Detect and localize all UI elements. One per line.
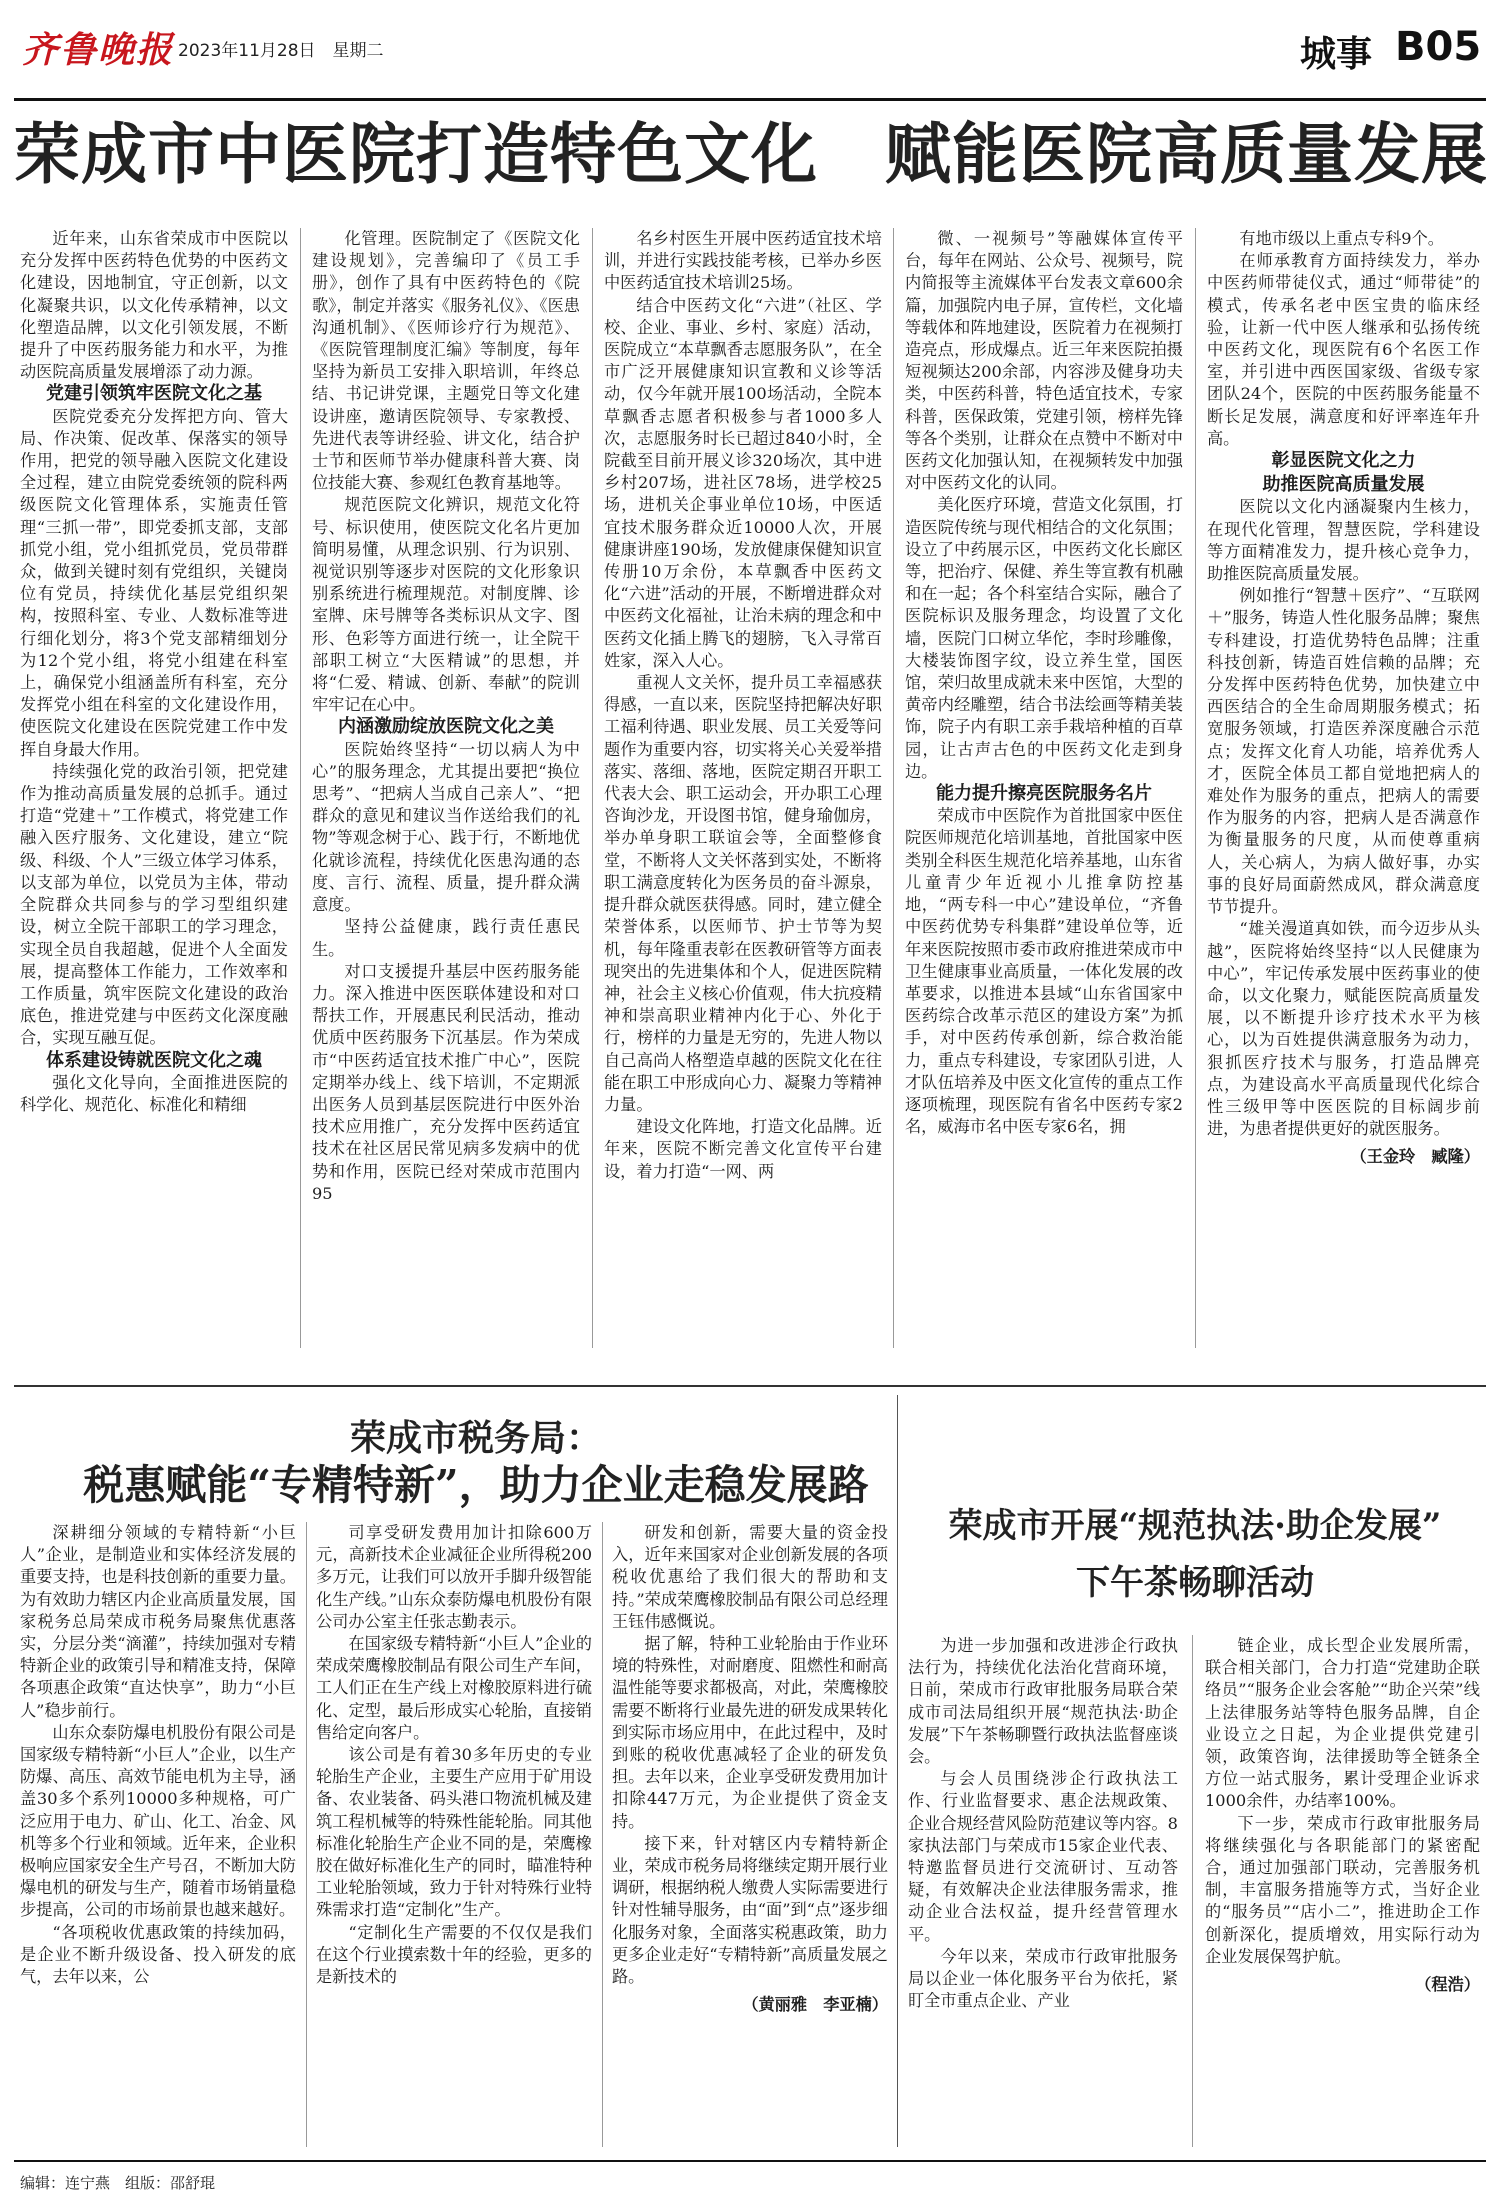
paragraph: “各项税收优惠政策的持续加码，是企业不断升级设备、投入研发的底气，去年以来，公 [20, 1922, 296, 1987]
paragraph: 与会人员围绕涉企行政执法工作、行业监督要求、惠企法规政策、企业合规经营风险防范建议等内容。8家执法部门与荣成市15家企业代表、特邀监督员进行交流研讨、互动答疑，有效解决企业法律服务需求，推动企业合法权益，提升经营管理水平。 [908, 1769, 1178, 1944]
page-number: B05 [1395, 24, 1482, 70]
subheading: 内涵激励绽放医院文化之美 [338, 716, 554, 738]
paragraph: 研发和创新，需要大量的资金投入，近年来国家对企业创新发展的各项税收优惠给了我们很大的帮助和支持。”荣成荣鹰橡胶制品有限公司总经理王钰伟感慨说。 [612, 1523, 888, 1631]
column-divider [602, 1522, 603, 2147]
subheading: 体系建设铸就医院文化之魂 [46, 1049, 262, 1071]
paragraph: 医院以文化内涵凝聚内生核力，在现代化管理，智慧医院，学科建设等方面精准发力，提升核心竞争力，助推医院高质量发展。 [1207, 497, 1480, 584]
article1-column-4 [905, 228, 1183, 1348]
paragraph: 深耕细分领域的专精特新“小巨人”企业，是制造业和实体经济发展的重要支持，也是科技创新的重要力量。为有效助力辖区内企业高质量发展，国家税务总局荣成市税务局聚焦优惠落实，分层分类“滴灌”，持续加强对专精特新企业的政策引导和精准支持，保障各项惠企政策“直达快享”，助力“小巨人”稳步前行。 [20, 1523, 296, 1720]
paragraph: 结合中医药文化“六进”（社区、学校、企业、事业、乡村、家庭）活动，医院成立“本草飘香志愿服务队”，在全市广泛开展健康知识宣教和义诊等活动，仅今年就开展100场活动，全院本草飘香志愿者积极参与者1000多人次，志愿服务时长已超过840小时，全院截至目前开展义诊320场次，其中进乡村207场，进社区78场，进学校25场，进机关企事业单位10场，中医适宜技术服务群众近10000人次，开展健康讲座190场，发放健康保健知识宣传册10万余份，本草飘香中医药文化“六进”活动的开展，不断增进群众对中医药文化福祉，让治未病的理念和中医药文化插上腾飞的翅膀，飞入寻常百姓家，深入人心。 [604, 295, 882, 670]
article3-column-2 [1205, 1635, 1480, 2147]
subheading: 彰显医院文化之力 [1271, 450, 1416, 472]
paragraph: 为进一步加强和改进涉企行政执法行为，持续优化法治化营商环境，日前，荣成市行政审批服务局联合荣成市司法局组织开展“规范执法·助企发展”下午茶畅聊暨行政执法监督座谈会。 [908, 1636, 1178, 1767]
article1-column-5 [1207, 228, 1480, 1348]
paragraph: 司享受研发费用加计扣除600万元，高新技术企业减征企业所得税200多万元，让我们可以放开手脚升级智能化生产线。”山东众泰防爆电机股份有限公司办公室主任张志勤表示。 [316, 1523, 592, 1631]
article-divider [897, 1395, 898, 2147]
paragraph: 规范医院文化辨识，规范文化符号、标识使用，使医院文化名片更加简明易懂，从理念识别、行为识别、视觉识别等逐步对医院的文化形象识别系统进行梳理规范。对制度牌、诊室牌、床号牌等各类标识从文字、图形、色彩等方面进行统一，让全院干部职工树立“大医精诚”的思想，并将“仁爱、精诚、创新、奉献”的院训牢牢记在心中。 [312, 495, 580, 715]
paragraph: 有地市级以上重点专科9个。 [1239, 229, 1444, 248]
paragraph: 美化医疗环境，营造文化氛围，打造医院传统与现代相结合的文化氛围；设立了中药展示区，中医药文化长廊区等，把治疗、保健、养生等宣教有机融和在一起；各个科室结合实际，融合了医院标识及服务理念，均设置了文化墙，医院门口树立华佗，李时珍雕像，大楼装饰图字纹，设立养生堂，国医馆，荣归故里成就未来中医馆，大型的黄帝内经雕塑，结合书法绘画等精美装饰，院子内有职工亲手栽培种植的百草园，让古声古色的中医药文化走到身边。 [905, 495, 1183, 781]
article1-column-1 [20, 228, 288, 1348]
paragraph: 链企业，成长型企业发展所需，联合相关部门，合力打造“党建助企联络员”“服务企业会客舱”“助企兴荣”线上法律服务站等特色服务品牌，自企业设立之日起，为企业提供党建引领，政策咨询，法律援助等全链条全方位一站式服务，累计受理企业诉求1000余件，办结率100%。 [1205, 1636, 1480, 1811]
column-divider [592, 228, 593, 1348]
top-rule [14, 98, 1486, 101]
paragraph: 荣成市中医院作为首批国家中医住院医师规范化培训基地，首批国家中医类别全科医生规范化培养基地，山东省儿童青少年近视小儿推拿防控基地，“两专科一中心”建设单位，“齐鲁中医药优势专科集群”建设单位等，近年来医院按照市委市政府推进荣成市中卫生健康事业高质量，一体化发展的改革要求，以推进本县域“山东省国家中医药综合改革示范区的建设方案”为抓手，对中医药传承创新，综合救治能力，重点专科建设，专家团队引进，人才队伍培养及中医文化宣传的重点工作逐项梳理，现医院有省名中医药专家2名，威海市名中医专家6名，拥 [905, 806, 1183, 1137]
paragraph: 坚持公益健康，践行责任惠民生。 [312, 917, 580, 959]
paragraph: 近年来，山东省荣成市中医院以充分发挥中医药特色优势的中医药文化建设，因地制宜，守正创新，以文化凝聚共识，以文化传承精神，以文化塑造品牌，以文化引领发展，不断提升了中医药服务能力和水平，为推动医院高质量发展增添了动力源。 [20, 229, 288, 382]
paragraph: 对口支援提升基层中医药服务能力。深入推进中医医联体建设和对口帮扶工作，开展惠民利民活动，推动优质中医药服务下沉基层。作为荣成市“中医药适宜技术推广中心”，医院定期举办线上、线下培训，不定期派出医务人员到基层医院进行中医外治技术应用推广，充分发挥中医药适宜技术在社区居民常见病多发病中的优势和作用，医院已经对荣成市范围内95 [312, 961, 580, 1203]
article2-column-1 [20, 1522, 296, 2147]
masthead [0, 0, 1500, 104]
column-divider [300, 228, 301, 1348]
subheading: 助推医院高质量发展 [1262, 474, 1425, 496]
article2-title-line1: 荣成市税务局： [349, 1417, 602, 1459]
subheading: 党建引领筑牢医院文化之基 [46, 383, 262, 405]
article2-column-3 [612, 1522, 888, 2147]
paragraph: “定制化生产需要的不仅仅是我们在这个行业摸索数十年的经验，更多的是新技术的 [316, 1922, 592, 1987]
article1-byline: （王金玲 臧隆） [1350, 1147, 1480, 1167]
article2-title-line2: 税惠赋能“专精特新”，助力企业走稳发展路 [83, 1461, 869, 1509]
paragraph: 微、一视频号”等融媒体宣传平台，每年在网站、公众号、视频号，院内简报等主流媒体平台发表文章600余篇，加强院内电子屏，宣传栏，文化墙等载体和阵地建设，医院着力在视频打造亮点，形成爆点。近三年来医院拍摄短视频达200余部，内容涉及健身功夫类，中医药科普，特色适宜技术，专家科普，医保政策，党建引领，榜样先锋等各个类别，让群众在点赞中不断对中医药文化加强认知，在视频转发中加强对中医药文化的认同。 [905, 229, 1183, 493]
paragraph: 医院党委充分发挥把方向、管大局、作决策、促改革、保落实的领导作用，把党的领导融入医院文化建设全过程，建立由院党委统领的院科两级医院文化管理体系，实施责任管理“三抓一带”，即党委抓支部，支部抓党小组，党小组抓党员，党员带群众，做到关键时刻有党组织，关键岗位有党员，持续优化基层党组织架构，按照科室、专业、人数标准等进行细化划分，将3个党支部精细划分为12个党小组，将党小组建在科室上，确保党小组涵盖所有科室，充分发挥党小组在科室的文化建设作用，使医院文化建设在医院党建工作中发挥自身最大作用。 [20, 406, 288, 759]
section-divider [14, 1385, 1486, 1387]
article1-column-3 [604, 228, 882, 1348]
paragraph: 建设文化阵地，打造文化品牌。近年来，医院不断完善文化宣传平台建设，着力打造“一网、两 [604, 1117, 882, 1181]
article3-byline: （程浩） [1415, 1975, 1480, 1995]
paragraph: 持续强化党的政治引领，把党建作为推动高质量发展的总抓手。通过打造“党建＋”工作模式，将党建工作融入医疗服务、文化建设，建立“院级、科级、个人”三级立体学习体系，以支部为单位，以党员为主体，带动全院群众共同参与的学习型组织建设，树立全院干部职工的学习理念，实现全员自我超越，促进个人全面发展，提高整体工作能力，工作效率和工作质量，筑牢医院文化建设的政治底色，推进党建与中医药文化深度融合，实现互融互促。 [20, 761, 288, 1048]
paragraph: 接下来，针对辖区内专精特新企业，荣成市税务局将继续定期开展行业调研，根据纳税人缴费人实际需要进行针对性辅导服务，由“面”到“点”逐步细化服务对象，全面落实税惠政策，助力更多企业走好“专精特新”高质量发展之路。 [612, 1833, 888, 1987]
article2-column-2 [316, 1522, 592, 2147]
paragraph: 化管理。医院制定了《医院文化建设规划》，完善编印了《员工手册》，创作了具有中医药特色的《院歌》，制定并落实《服务礼仪》、《医患沟通机制》、《医师诊疗行为规范》、《医院管理制度汇编》等制度，每年坚持为新员工安排入职培训，年终总结、书记讲党课，主题党日等文化建设讲座，邀请医院领导、专家教授、先进代表等讲经验、讲文化，结合护士节和医师节举办健康科普大赛、岗位技能大赛、参观红色教育基地等。 [312, 229, 580, 493]
column-divider [1192, 1635, 1193, 2147]
article1-title: 荣成市中医院打造特色文化 赋能医院高质量发展 [14, 115, 1488, 193]
paragraph: 强化文化导向，全面推进医院的科学化、规范化、标准化和精细 [20, 1072, 288, 1114]
newspaper-logo: 齐鲁晚报 [22, 29, 175, 71]
paragraph: 医院始终坚持“一切以病人为中心”的服务理念，尤其提出要把“换位思考”、“把病人当成自己亲人”、“把群众的意见和建议当作送给我们的礼物”等观念树于心、践于行，不断地优化就诊流程，持续优化医患沟通的态度、言行、流程、质量，提升群众满意度。 [312, 739, 580, 915]
editor-credits: 编辑：连宁燕 组版：邵舒琨 [20, 2174, 216, 2192]
paragraph: “雄关漫道真如铁，而今迈步从头越”，医院将始终坚持“以人民健康为中心”，牢记传承发展中医药事业的使命，以文化聚力，赋能医院高质量发展，以不断提升诊疗技术水平为核心，以为百姓提供满意服务为动力，狠抓医疗技术与服务，打造品牌亮点，为建设高水平高质量现代化综合性三级甲等中医医院的目标阔步前进，为患者提供更好的就医服务。 [1207, 919, 1480, 1139]
paragraph: 在国家级专精特新“小巨人”企业的荣成荣鹰橡胶制品有限公司生产车间，工人们正在生产线上对橡胶原料进行硫化、定型，最后形成实心轮胎，直接销售给定向客户。 [316, 1634, 592, 1742]
paragraph: 在师承教育方面持续发力，举办中医药师带徒仪式，通过“师带徒”的模式，传承名老中医宝贵的临床经验，让新一代中医人继承和弘扬传统中医药文化，现医院有6个名医工作室，并引进中西医国家级、省级专家团队24个，医院的中医药服务能量不断长足发展，满意度和好评率连年升高。 [1207, 251, 1480, 448]
paragraph: 重视人文关怀，提升员工幸福感获得感，一直以来，医院坚持把解决好职工福利待遇、职业发展、员工关爱等问题作为重要内容，切实将关心关爱举措落实、落细、落地，医院定期召开职工代表大会、职工运动会，开办职工心理咨询沙龙，开设图书馆，健身瑜伽房，举办单身职工联谊会等，全面整修食堂，不断将人文关怀落到实处，不断将职工满意度转化为医务员的奋斗源泉，提升群众就医获得感。同时，建立健全荣誉体系，以医师节、护士节等为契机，每年隆重表彰在医教研管等方面表现突出的先进集体和个人，促进医院精神，社会主义核心价值观，伟大抗疫精神和崇高职业精神内化于心、外化于行，榜样的力量是无穷的，先进人物以自己高尚人格塑造卓越的医院文化在往能在职工中形成向心力、凝聚力等精神力量。 [604, 673, 882, 1114]
paragraph: 据了解，特种工业轮胎由于作业环境的特殊性，对耐磨度、阻燃性和耐高温性能等要求都极高，对此，荣鹰橡胶需要不断将行业最先进的研发成果转化到实际市场应用中，在此过程中，及时到账的税收优惠减轻了企业的研发负担。去年以来，企业享受研发费用加计扣除447万元，为企业提供了资金支持。 [612, 1634, 888, 1831]
section-name: 城事 [1300, 34, 1373, 75]
paragraph: 下一步，荣成市行政审批服务局将继续强化与各职能部门的紧密配合，通过加强部门联动，完善服务机制，丰富服务措施等方式，当好企业的“服务员”“店小二”，推进助企工作创新深化，提质增效，用实际行动为企业发展保驾护航。 [1205, 1813, 1480, 1966]
article3-title-line2: 下午茶畅聊活动 [1076, 1563, 1314, 1603]
bottom-rule [14, 2160, 1486, 2162]
article2-byline: （黄丽雅 李亚楠） [742, 1995, 888, 2015]
column-divider [893, 228, 894, 1348]
article3-title-line1: 荣成市开展“规范执法·助企发展” [948, 1506, 1442, 1546]
paragraph: 例如推行“智慧＋医疗”、“互联网＋”服务，铸造人性化服务品牌；聚焦专科建设，打造优势特色品牌；注重科技创新，铸造百姓信赖的品牌；充分发挥中医药特色优势，加快建立中西医结合的全生命周期服务模式；拓宽服务领域，打造医养深度融合示范点；发挥文化育人功能，培养优秀人才，医院全体员工都自觉地把病人的难处作为服务的重点，把病人的需要作为服务的内容，把病人是否满意作为衡量服务的尺度，从而使尊重病人，关心病人，为病人做好事，办实事的良好局面蔚然成风，群众满意度节节提升。 [1207, 586, 1480, 917]
issue-date: 2023年11月28日 星期二 [178, 41, 384, 61]
paragraph: 今年以来，荣成市行政审批服务局以企业一体化服务平台为依托，紧盯全市重点企业、产业 [908, 1946, 1178, 2011]
column-divider [1195, 228, 1196, 1348]
paragraph: 名乡村医生开展中医药适宜技术培训，并进行实践技能考核，已举办乡医中医药适宜技术培训25场。 [604, 229, 882, 293]
article1-column-2 [312, 228, 580, 1348]
paragraph: 该公司是有着30多年历史的专业轮胎生产企业，主要生产应用于矿用设备、农业装备、码头港口物流机械及建筑工程机械等的特殊性能轮胎。同其他标准化轮胎生产企业不同的是，荣鹰橡胶在做好标准化生产的同时，瞄准特种工业轮胎领域，致力于针对特殊行业特殊需求打造“定制化”生产。 [316, 1745, 592, 1920]
article3-column-1 [908, 1635, 1178, 2147]
paragraph: 山东众泰防爆电机股份有限公司是国家级专精特新“小巨人”企业，以生产防爆、高压、高效节能电机为主导，涵盖30多个系列10000多种规格，可广泛应用于电力、矿山、化工、冶金、风机等多个行业和领域。近年来，企业积极响应国家安全生产号召，不断加大防爆电机的研发与生产，随着市场销量稳步提高，公司的市场前景也越来越好。 [20, 1722, 296, 1920]
column-divider [306, 1522, 307, 2147]
subheading: 能力提升擦亮医院服务名片 [936, 783, 1152, 805]
